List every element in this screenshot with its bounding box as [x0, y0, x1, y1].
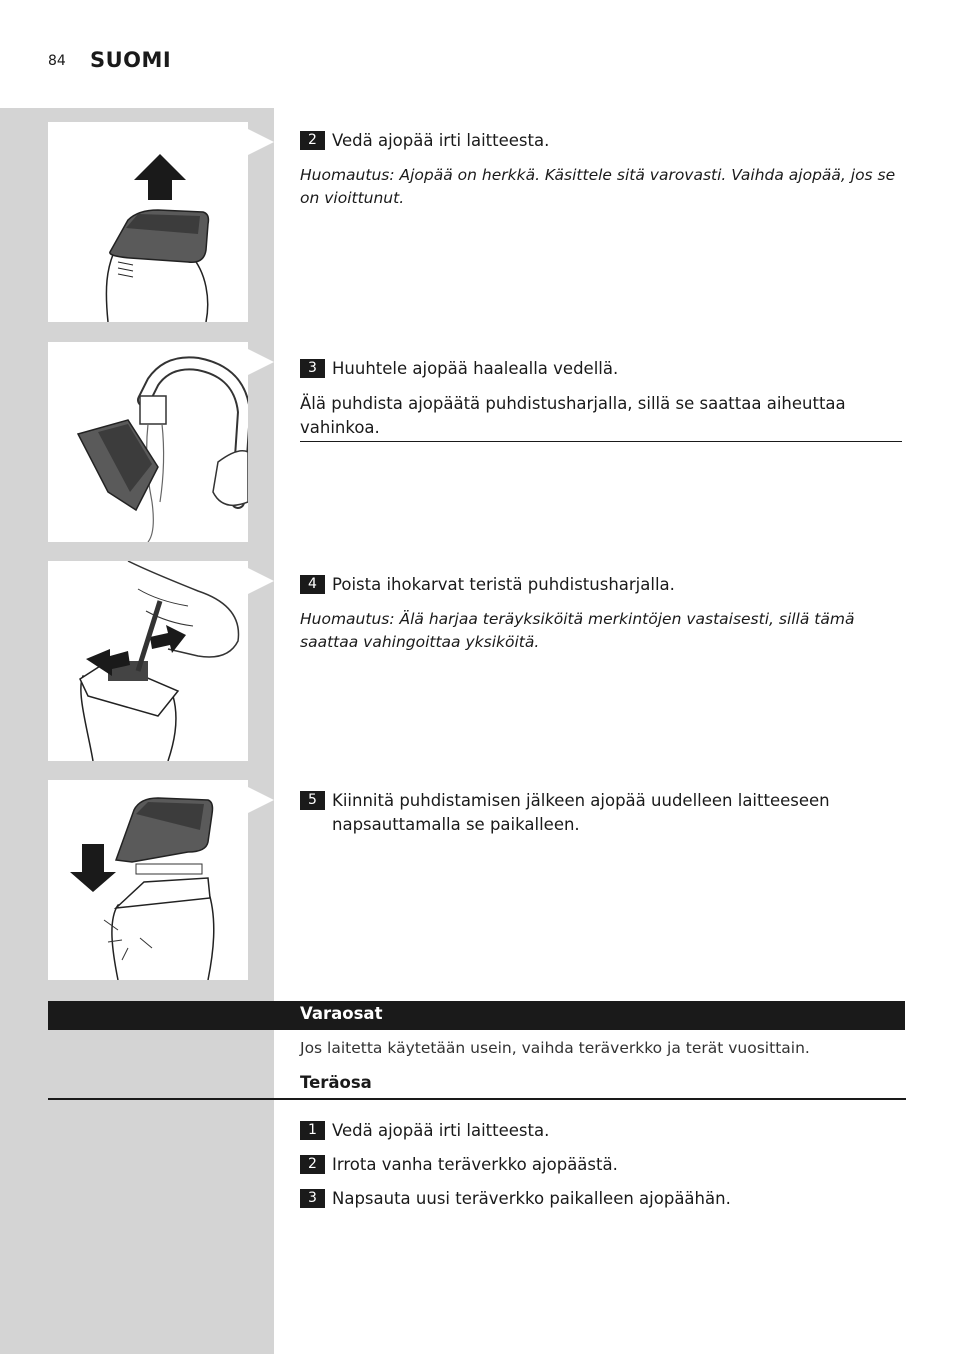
replace-step-2: [300, 1153, 905, 1177]
page-number: 84: [48, 53, 66, 69]
figure-pointer: [248, 349, 274, 375]
subsection-rule: [48, 1098, 906, 1100]
language-heading: SUOMI: [90, 48, 172, 72]
warning-no-brush: Älä puhdista ajopäätä puhdistusharjalla, sillä se saattaa aiheuttaa vahinkoa.: [300, 392, 902, 442]
step-number-badge: 2: [300, 1155, 325, 1174]
note-fragile-head: Huomautus: Ajopää on herkkä. Käsittele sitä varovasti. Vaihda ajopää, jos se on vioittunut.: [300, 166, 896, 207]
step-number-badge: 4: [300, 575, 325, 594]
step-number-badge: 2: [300, 131, 325, 150]
note-brush-direction: Huomautus: Älä harjaa teräyksiköitä merkintöjen vastaisesti, sillä tämä saattaa vahingoittaa yksiköitä.: [300, 610, 855, 651]
step-3-rinse: [300, 357, 905, 381]
step-number-badge: 5: [300, 791, 325, 810]
step-number-badge: 1: [300, 1121, 325, 1140]
step-text: Kiinnitä puhdistamisen jälkeen ajopää uudelleen laitteeseen napsauttamalla se paikalleen.: [332, 791, 830, 834]
section-header-bar: [48, 1001, 905, 1030]
section-title: Varaosat: [300, 1004, 383, 1023]
step-text: Vedä ajopää irti laitteesta.: [332, 131, 550, 150]
illustration-rinse-head: [48, 342, 248, 542]
figure-pointer: [248, 787, 274, 813]
illustration-reattach-head: [48, 780, 248, 980]
figure-pointer: [248, 129, 274, 155]
step-text: Huuhtele ajopää haalealla vedellä.: [332, 359, 619, 378]
step-text: Napsauta uusi teräverkko paikalleen ajopäähän.: [332, 1189, 731, 1208]
step-5-reattach: [300, 789, 905, 837]
replace-step-1: [300, 1119, 905, 1143]
step-text: Poista ihokarvat teristä puhdistusharjalla.: [332, 575, 675, 594]
section-body: Jos laitetta käytetään usein, vaihda teräverkko ja terät vuosittain.: [300, 1039, 810, 1057]
step-text: Irrota vanha teräverkko ajopäästä.: [332, 1155, 618, 1174]
figure-pointer: [248, 568, 274, 594]
illustration-brush-cutters: [48, 561, 248, 761]
step-number-badge: 3: [300, 359, 325, 378]
step-2-remove: [300, 129, 905, 153]
step-number-badge: 3: [300, 1189, 325, 1208]
step-4-brush: [300, 573, 905, 597]
step-text: Vedä ajopää irti laitteesta.: [332, 1121, 550, 1140]
replace-step-3: [300, 1187, 905, 1211]
subsection-title: Teräosa: [300, 1073, 372, 1092]
illustration-remove-head: [48, 122, 248, 322]
